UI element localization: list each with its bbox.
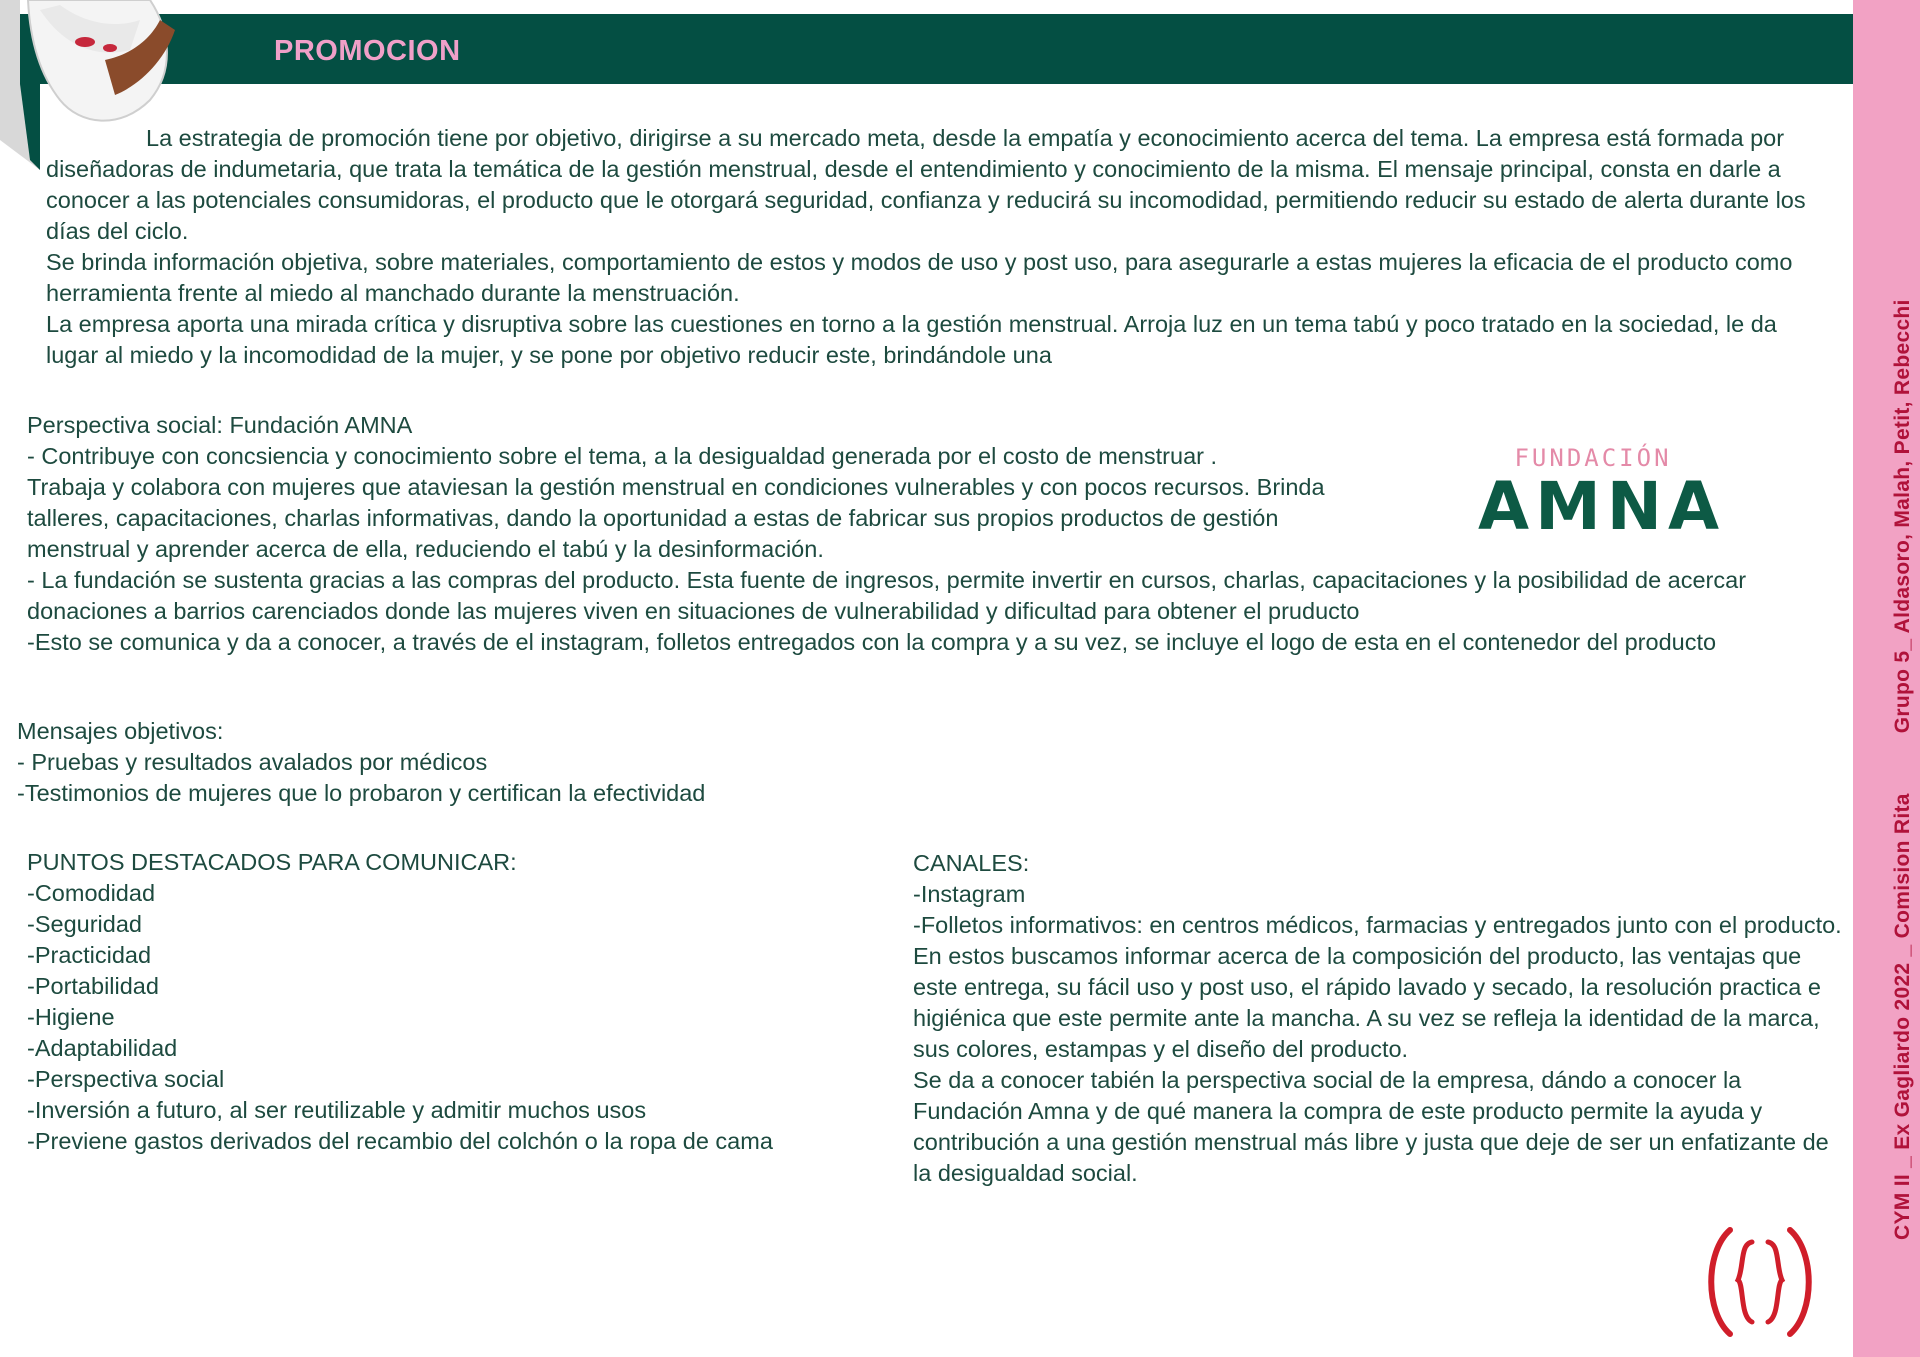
- mensajes-heading: Mensajes objetivos:: [17, 718, 224, 744]
- list-item: -Perspectiva social: [27, 1066, 225, 1092]
- list-item: -Comodidad: [27, 880, 156, 906]
- list-item: -Seguridad: [27, 911, 142, 937]
- list-item: -Portabilidad: [27, 973, 159, 999]
- social-line: - La fundación se sustenta gracias a las compras del producto. Esta fuente de ingresos, permite invertir en cursos, charlas, capacitaciones y la posibilidad de acercar donaciones a barrios carenciados donde las mujeres viven en situaciones de vulnerabilidad y dificultad para obtener el pruducto: [27, 567, 1747, 624]
- intro-paragraph: La empresa aporta una mirada crítica y disruptiva sobre las cuestiones en torno a la gestión menstrual. Arroja luz en un tema tabú y poco tratado en la sociedad, le da lugar al miedo y la incomodidad de la mujer, y se pone por objetivo reducir este, brindándole una: [46, 311, 1777, 368]
- page-title: PROMOCION: [274, 35, 461, 67]
- brand-logo-icon: [1700, 1222, 1820, 1342]
- intro-section: [46, 123, 1816, 371]
- intro-paragraph: La estrategia de promoción tiene por objetivo, dirigirse a su mercado meta, desde la empatía y econocimiento acerca del tema. La empresa está formada por diseñadoras de indumetaria, que trata la temática de la gestión menstrual, desde el entendimiento y conocimiento de la misma. El mensaje principal, consta en darle a conocer a las potenciales consumidoras, el producto que le otorgará seguridad, confianza y reducirá su incomodidad, permitiendo reducir su estado de alerta durante los días del ciclo.: [46, 125, 1806, 244]
- intro-paragraph: Se brinda información objetiva, sobre materiales, comportamiento de estos y modos de uso y post uso, para asegurarle a estas mujeres la eficacia de el producto como herramienta frente al miedo al manchado durante la menstruación.: [46, 249, 1793, 306]
- mensajes-section: [17, 716, 917, 809]
- amna-logo-main: AMNA: [1478, 468, 1726, 545]
- list-item: -Practicidad: [27, 942, 152, 968]
- list-item: -Previene gastos derivados del recambio del colchón o la ropa de cama: [27, 1128, 773, 1154]
- list-item: -Testimonios de mujeres que lo probaron y certifican la efectividad: [17, 780, 706, 806]
- puntos-section: [27, 847, 887, 1157]
- side-credit: [1891, 299, 1915, 1240]
- list-item: -Inversión a futuro, al ser reutilizable y admitir muchos usos: [27, 1097, 647, 1123]
- social-line: -Esto se comunica y da a conocer, a través de el instagram, folletos entregados con la compra y a su vez, se incluye el logo de esta en el contenedor del producto: [27, 629, 1717, 655]
- list-item: -Adaptabilidad: [27, 1035, 178, 1061]
- list-item: -Folletos informativos: en centros médicos, farmacias y entregados junto con el producto.: [913, 912, 1842, 938]
- list-item: En estos buscamos informar acerca de la composición del producto, las ventajas que este entrega, su fácil uso y post uso, el rápido lavado y secado, la resolución practica e higiénica que este permite ante la mancha. A su vez se refleja la identidad de la marca, sus colores, estampas y el diseño del producto.: [913, 943, 1821, 1062]
- social-heading: Perspectiva social: Fundación AMNA: [27, 412, 413, 438]
- puntos-heading: PUNTOS DESTACADOS PARA COMUNICAR:: [27, 849, 517, 875]
- amna-logo-top: FUNDACIÓN: [1514, 444, 1672, 472]
- list-item: - Pruebas y resultados avalados por médicos: [17, 749, 488, 775]
- amna-logo: [1478, 444, 1726, 545]
- course-credit: CYM II _ Ex Gagliardo 2022 _ Comision Rita: [1891, 793, 1914, 1240]
- list-item: Se da a conocer tabién la perspectiva social de la empresa, dándo a conocer la Fundación Amna y de qué manera la compra de este producto permite la ayuda y contribución a una gestión menstrual más libre y justa que deje de ser un enfatizante de la desigualdad social.: [913, 1067, 1829, 1186]
- list-item: -Higiene: [27, 1004, 115, 1030]
- canales-section: [913, 848, 1843, 1189]
- social-line: - Contribuye con concsiencia y conocimiento sobre el tema, a la desigualdad generada por el costo de menstruar .: [27, 443, 1218, 469]
- social-line: Trabaja y colabora con mujeres que ataviesan la gestión menstrual en condiciones vulnerables y con pocos recursos. Brinda talleres, capacitaciones, charlas informativas, dando la oportunidad a estas de fabricar sus propios productos de gestión menstrual y aprender acerca de ella, reduciendo el tabú y la desinformación.: [27, 474, 1325, 562]
- canales-heading: CANALES:: [913, 850, 1030, 876]
- group-credit: Grupo 5_ Aldasoro, Malah, Petit, Rebecchi: [1891, 299, 1914, 734]
- list-item: -Instagram: [913, 881, 1026, 907]
